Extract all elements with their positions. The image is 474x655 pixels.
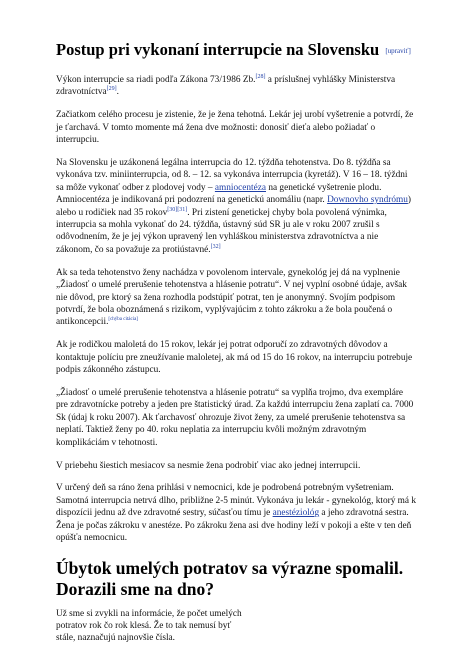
down-syndrome-link[interactable]: Downovho syndrómu — [327, 195, 408, 206]
text: ) alebo u rodičiek nad 35 rokov — [56, 195, 412, 218]
reference-link[interactable]: [30][31] — [167, 206, 188, 213]
paragraph-form: „Žiadosť o umelé prerušenie tehotenstva a hlásenie potratu“ sa vyplňa trojmo, dva exempláre pre zdravotnícke potreby a jeden pre štatistický úrad. Za každú interrupciu žena zaplatí ca. 7000 Sk (údaj k roku 2007). Ak ťarchavosť ohrozuje život ženy, za umelé prerušenie tehotenstva sa neplatí. Taktiež ženy po 40. roku neplatia za interrupciu kvôli možným zdravotným komplikáciám v tehotnosti. — [56, 388, 414, 448]
citation-needed-link[interactable]: [chýba citácia] — [108, 317, 138, 323]
reference-link[interactable]: [28] — [255, 74, 266, 80]
paragraph-start: Začiatkom celého procesu je zistenie, že je žena tehotná. Lekár jej urobí vyšetrenie a potvrdí, že je ťarchavá. V tomto momente má žena dve možnosti: donosiť dieťa alebo požiadať o interrupciu. — [56, 110, 414, 146]
paragraph-decline: Už sme si zvykli na informácie, že počet umelých potratov rok čo rok klesá. Že to tak nemusí byť stále, naznačujú najnovšie čísla. — [56, 608, 242, 644]
section-heading-decline: Úbytok umelých potratov sa výrazne spomalil. Dorazili sme na dno? — [56, 557, 404, 599]
text: a príslušnej vyhlášky Ministerstva zdravotníctva — [56, 75, 396, 98]
edit-section-link[interactable]: [upraviť] — [385, 47, 411, 55]
anesthesiologist-link[interactable]: anestéziológ — [272, 508, 320, 519]
paragraph-legal-limit — [56, 157, 416, 256]
text: Výkon interrupcie sa riadi podľa Zákona 73/1986 Zb. — [56, 75, 256, 85]
reference-link[interactable]: [29] — [106, 86, 117, 93]
text: . — [116, 87, 119, 98]
paragraph-minors: Ak je rodičkou maloletá do 15 rokov, lekár jej potrat odporučí zo zdravotných dôvodov a kontaktuje políciu pre zneužívanie maloletej, ak má od 15 do 16 rokov, na interrupciu potrebuje podpis zákonného zástupcu. — [56, 340, 413, 376]
paragraph-procedure — [56, 482, 416, 544]
text: . Pri zistení genetickej chyby bola povolená výnimka, interrupcia sa mohla vykonať do 24. týždňa, ústavný súd SR ju ale v roku 2007 zrušil s odôvodnením, že je jej výkon upravený len vyhláškou ministerstva zdravotníctva a nie zákonom, čo sa považuje za protiústavné. — [56, 207, 387, 255]
text: V určený deň sa ráno žena prihlási v nemocnici, kde je podrobená potrebným vyšetreniam. Samotná interrupcia netrvá dlho, približne 2-5 minút. Vykonáva ju lekár - gynekológ, ktorý má k dispozícii jednu až dve zdravotné sestry, súčasťou tímu je — [56, 483, 416, 519]
text: Ak sa teda tehotenstvo ženy nachádza v povolenom intervale, gynekológ jej dá na vyplnenie „Žiadosť o umelé prerušenie tehotenstva a hlásenie potratu“. V nej vyplní osobné údaje, avšak nie dôvod, pre ktorý sa žena rozhodla podstúpiť potrat, ten je anonymný. Svojím podpisom potvrdí, že bola oboznámená s rizikom, vyplývajúcim z tohto zákroku a že bola poučená o antikoncepcii. — [56, 267, 407, 328]
amniocentesis-link[interactable]: amniocentéza — [214, 182, 266, 193]
paragraph-frequency: V priebehu šiestich mesiacov sa nesmie žena podrobiť viac ako jednej interrupcii. — [56, 460, 361, 471]
text: Na Slovensku je uzákonená legálna interrupcia do 12. týždňa tehotenstva. Do 8. týždňa sa vykonáva tzv. miniinterrupcia, od 8. – 12. sa vykonáva interrupcia (kyretáž). V 16 – 18. týždni sa môže vykonať odber z plodovej vody – — [56, 158, 408, 193]
text: na genetické vyšetrenie plodu. Amniocentéza je indikovaná pri podozrení na genetickú anomáliu (napr. — [56, 182, 382, 206]
article-page — [56, 40, 416, 655]
reference-link[interactable]: [32] — [210, 243, 221, 250]
paragraph-law — [56, 74, 416, 99]
text: a jeho zdravotná sestra. Žena je počas zákroku v anestéze. Po zákroku žena asi dve hodiny leží v pokoji a ešte v ten deň opúšťa nemocnicu. — [56, 508, 412, 544]
section-heading-text: Postup pri vykonaní interrupcie na Slovensku — [56, 40, 380, 59]
paragraph-request — [56, 267, 416, 329]
section-heading — [56, 40, 416, 61]
